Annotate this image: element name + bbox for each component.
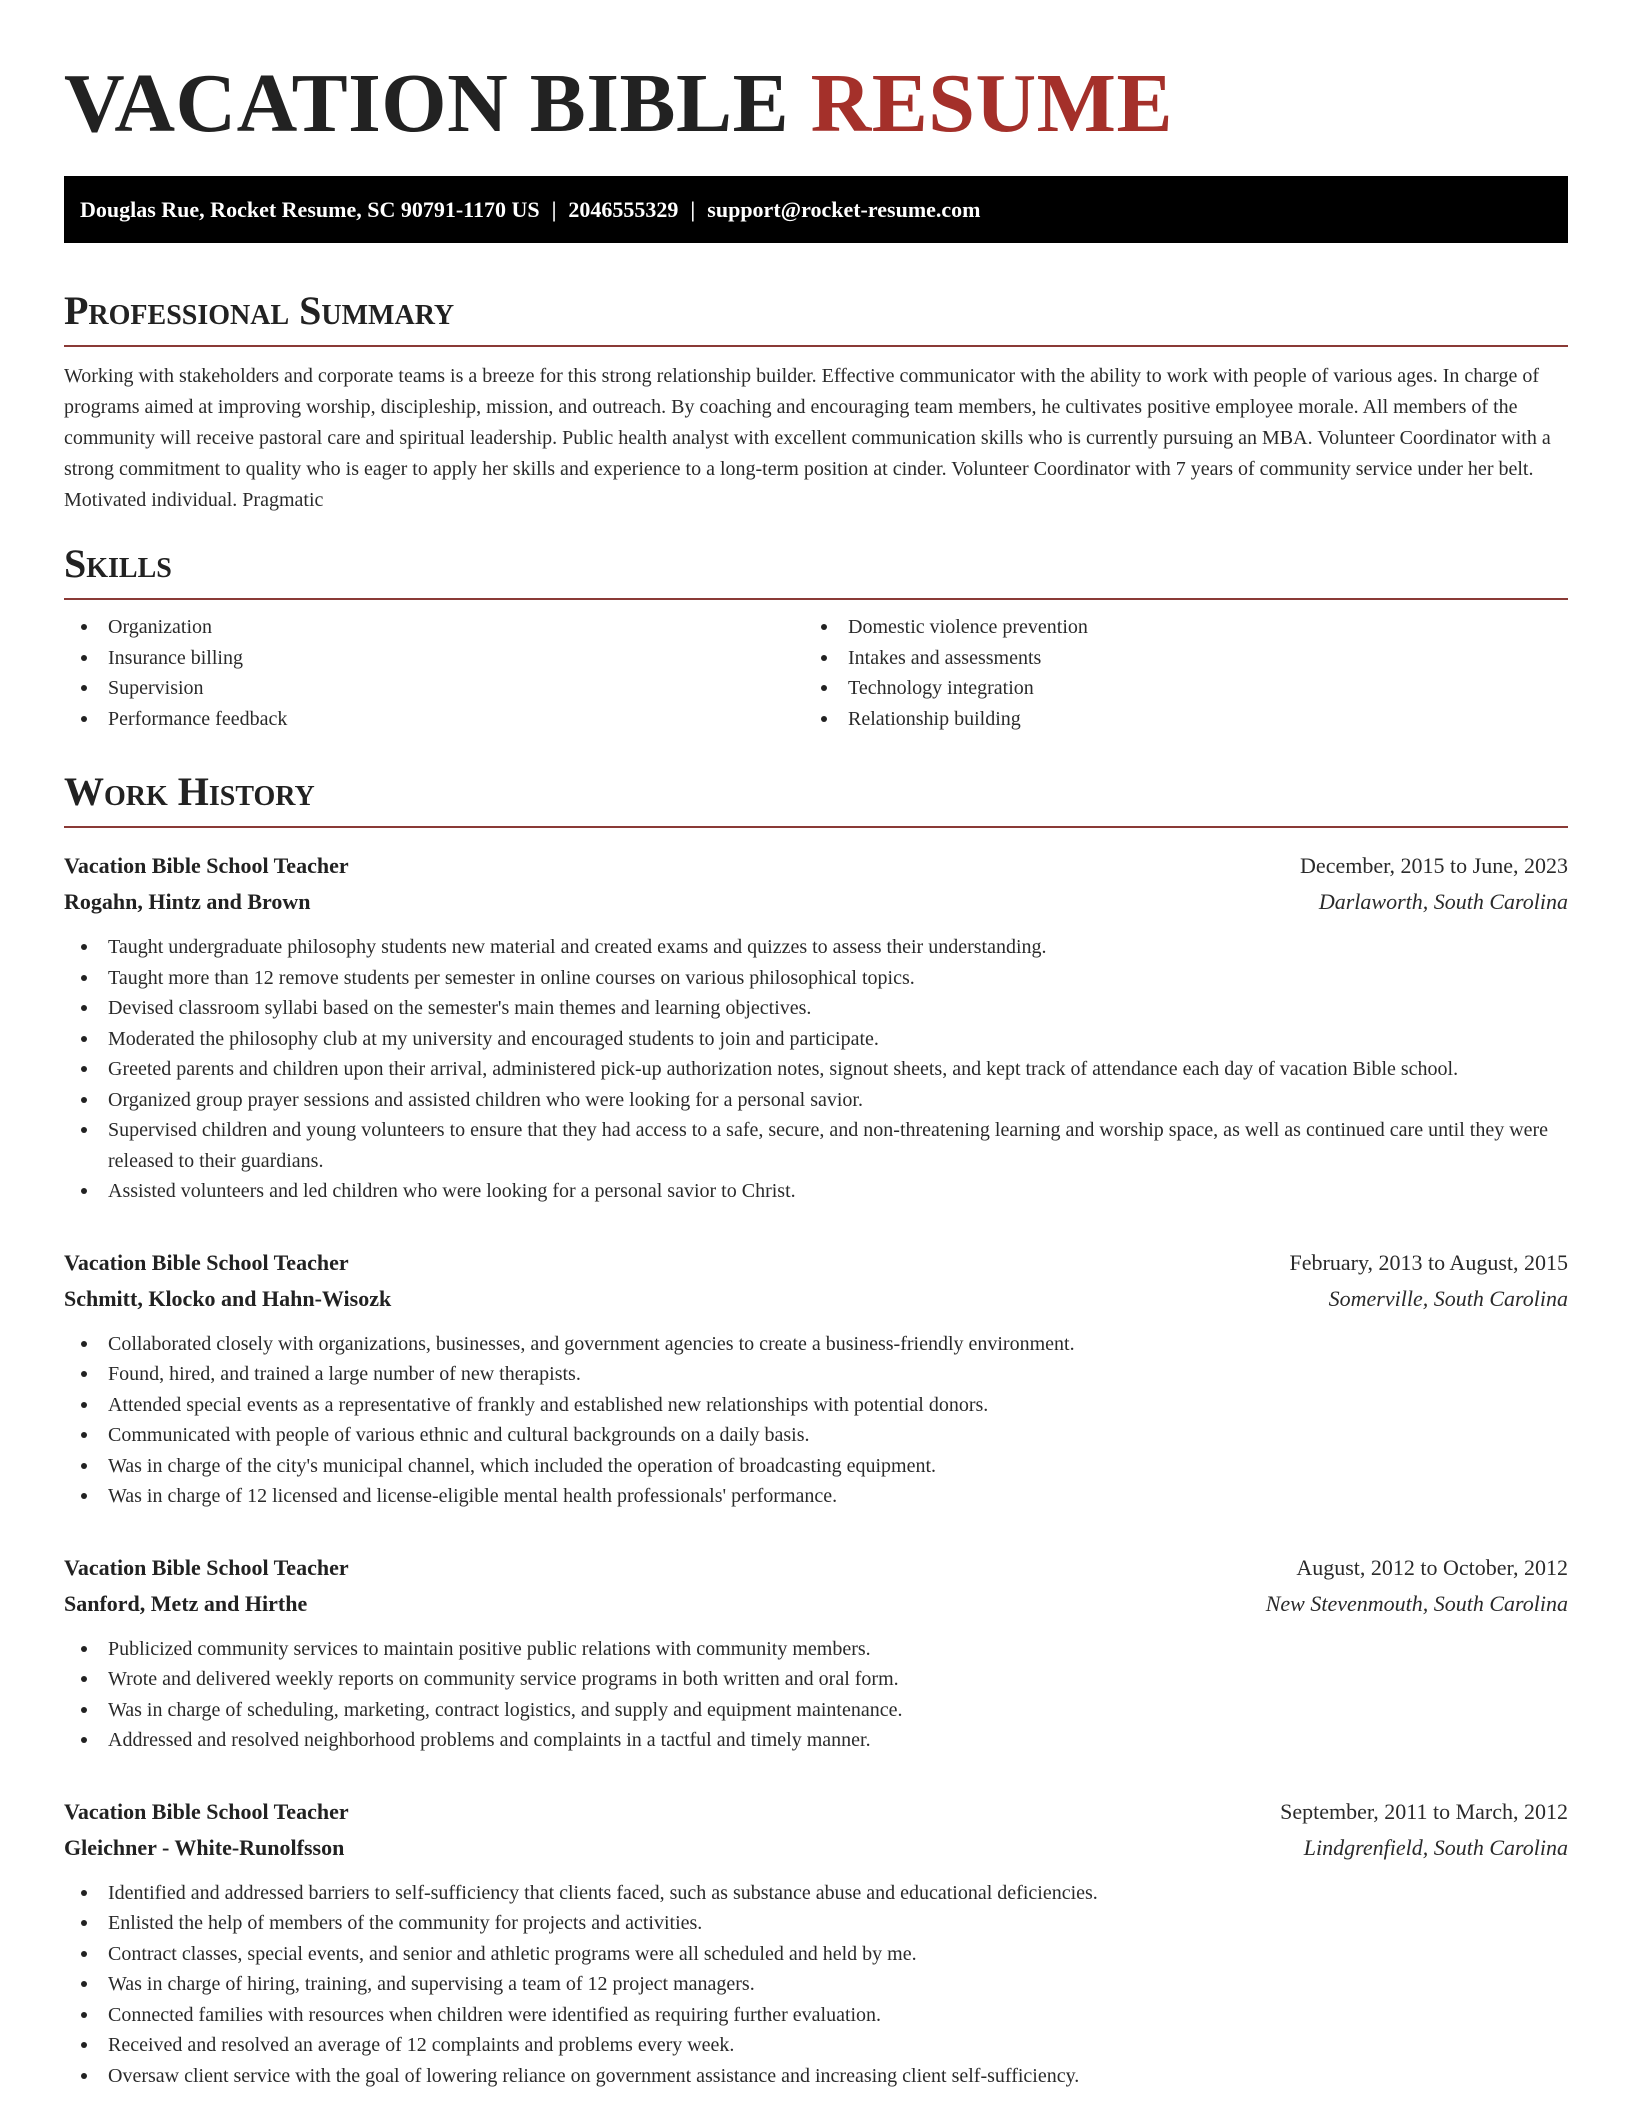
title-main: VACATION BIBLE	[64, 57, 811, 150]
job-bullet: Taught undergraduate philosophy students new material and created exams and quizzes to assess their understanding.	[64, 932, 1568, 963]
job-bullet: Publicized community services to maintain positive public relations with community members.	[64, 1634, 1568, 1665]
skill-item: Supervision	[64, 673, 804, 704]
contact-phone: 2046555329	[568, 197, 679, 222]
professional-summary-section	[64, 287, 1568, 516]
job-header-row	[64, 1550, 1568, 1586]
job-bullet: Taught more than 12 remove students per semester in online courses on various philosophical topics.	[64, 963, 1568, 994]
job-bullet: Greeted parents and children upon their arrival, administered pick-up authorization notes, signout sheets, and kept track of attendance each day of vacation Bible school.	[64, 1054, 1568, 1085]
job-bullet: Organized group prayer sessions and assisted children who were looking for a personal savior.	[64, 1085, 1568, 1116]
job-company-row	[64, 1586, 1568, 1622]
skill-item: Relationship building	[804, 704, 1544, 735]
contact-address: Douglas Rue, Rocket Resume, SC 90791-1170 US	[80, 197, 540, 222]
job-title: Vacation Bible School Teacher	[64, 1249, 349, 1275]
job-entry	[64, 848, 1568, 1207]
contact-bar	[64, 176, 1568, 243]
job-title: Vacation Bible School Teacher	[64, 853, 349, 878]
skill-item: Domestic violence prevention	[804, 612, 1544, 643]
job-header-row	[64, 848, 1568, 884]
job-bullets	[64, 932, 1568, 1207]
job-company: Rogahn, Hintz and Brown	[64, 889, 311, 914]
job-bullet: Was in charge of the city's municipal channel, which included the operation of broadcasting equipment.	[64, 1451, 1568, 1482]
job-bullet: Wrote and delivered weekly reports on community service programs in both written and oral form.	[64, 1664, 1568, 1695]
job-bullet: Was in charge of scheduling, marketing, contract logistics, and supply and equipment maintenance.	[64, 1695, 1568, 1726]
skill-item: Technology integration	[804, 673, 1544, 704]
job-entry	[64, 1794, 1568, 2092]
job-dates: February, 2013 to August, 2015	[1289, 1249, 1568, 1275]
job-bullet: Was in charge of hiring, training, and supervising a team of 12 project managers.	[64, 1969, 1568, 2000]
skill-item: Organization	[64, 612, 804, 643]
job-company-row	[64, 1281, 1568, 1317]
job-bullet: Collaborated closely with organizations, businesses, and government agencies to create a business-friendly environment.	[64, 1329, 1568, 1360]
job-company: Sanford, Metz and Hirthe	[64, 1590, 308, 1616]
section-heading-work-history: Work History	[64, 768, 1568, 828]
job-bullets	[64, 1329, 1568, 1512]
skills-column-left	[64, 612, 804, 734]
job-bullet: Identified and addressed barriers to self-sufficiency that clients faced, such as substance abuse and educational deficiencies.	[64, 1878, 1568, 1909]
job-bullet: Received and resolved an average of 12 complaints and problems every week.	[64, 2030, 1568, 2061]
contact-separator: |	[690, 197, 696, 222]
job-bullets	[64, 1878, 1568, 2092]
job-location: New Stevenmouth, South Carolina	[1265, 1590, 1568, 1616]
job-location: Somerville, South Carolina	[1328, 1285, 1568, 1311]
job-company: Gleichner - White-Runolfsson	[64, 1834, 345, 1860]
job-bullet: Oversaw client service with the goal of lowering reliance on government assistance and increasing client self-sufficiency.	[64, 2061, 1568, 2092]
job-bullet: Was in charge of 12 licensed and license-eligible mental health professionals' performance.	[64, 1481, 1568, 1512]
section-heading-summary: Professional Summary	[64, 287, 1568, 347]
job-bullet: Assisted volunteers and led children who were looking for a personal savior to Christ.	[64, 1176, 1568, 1207]
job-entry	[64, 1550, 1568, 1756]
job-bullet: Contract classes, special events, and senior and athletic programs were all scheduled and held by me.	[64, 1939, 1568, 1970]
job-header-row	[64, 1794, 1568, 1830]
job-header-row	[64, 1245, 1568, 1281]
skill-item: Intakes and assessments	[804, 643, 1544, 674]
job-dates: August, 2012 to October, 2012	[1296, 1554, 1568, 1580]
skill-item: Performance feedback	[64, 704, 804, 735]
job-bullet: Attended special events as a representative of frankly and established new relationships with potential donors.	[64, 1390, 1568, 1421]
job-bullet: Moderated the philosophy club at my university and encouraged students to join and participate.	[64, 1024, 1568, 1055]
resume-page	[64, 0, 1568, 2091]
job-dates: December, 2015 to June, 2023	[1300, 853, 1568, 878]
job-dates: September, 2011 to March, 2012	[1280, 1798, 1568, 1824]
summary-text: Working with stakeholders and corporate teams is a breeze for this strong relationship builder. Effective communicator with the ability to work with people of various ages. In charge of programs aimed at improving worship, discipleship, mission, and outreach. By coaching and encouraging team members, he cultivates positive employee morale. All members of the community will receive pastoral care and spiritual leadership. Public health analyst with excellent communication skills who is currently pursuing an MBA. Volunteer Coordinator with a strong commitment to quality who is eager to apply her skills and experience to a long-term position at cinder. Volunteer Coordinator with 7 years of community service under her belt. Motivated individual. Pragmatic	[64, 365, 1551, 511]
job-bullet: Devised classroom syllabi based on the semester's main themes and learning objectives.	[64, 993, 1568, 1024]
job-title: Vacation Bible School Teacher	[64, 1554, 349, 1580]
work-history-section	[64, 768, 1568, 2091]
job-bullet: Found, hired, and trained a large number of new therapists.	[64, 1359, 1568, 1390]
skills-section	[64, 540, 1568, 734]
job-bullet: Enlisted the help of members of the community for projects and activities.	[64, 1908, 1568, 1939]
job-bullet: Communicated with people of various ethnic and cultural backgrounds on a daily basis.	[64, 1420, 1568, 1451]
job-company-row	[64, 884, 1568, 920]
job-company: Schmitt, Klocko and Hahn-Wisozk	[64, 1285, 392, 1311]
job-bullet: Supervised children and young volunteers to ensure that they had access to a safe, secure, and non-threatening learning and worship space, as well as continued care until they were released to their guardians.	[64, 1115, 1568, 1176]
skills-column-right	[804, 612, 1544, 734]
job-entry	[64, 1245, 1568, 1512]
section-heading-skills: Skills	[64, 540, 1568, 600]
job-location: Lindgrenfield, South Carolina	[1303, 1834, 1568, 1860]
title-accent: RESUME	[810, 57, 1173, 150]
job-bullets	[64, 1634, 1568, 1756]
skill-item: Insurance billing	[64, 643, 804, 674]
job-bullet: Connected families with resources when children were identified as requiring further evaluation.	[64, 2000, 1568, 2031]
job-company-row	[64, 1830, 1568, 1866]
resume-title	[64, 56, 1568, 152]
job-bullet: Addressed and resolved neighborhood problems and complaints in a tactful and timely manner.	[64, 1725, 1568, 1756]
contact-separator: |	[551, 197, 557, 222]
skills-grid	[64, 612, 1568, 734]
job-title: Vacation Bible School Teacher	[64, 1798, 349, 1824]
job-location: Darlaworth, South Carolina	[1318, 889, 1568, 914]
contact-email[interactable]: support@rocket-resume.com	[707, 197, 981, 222]
